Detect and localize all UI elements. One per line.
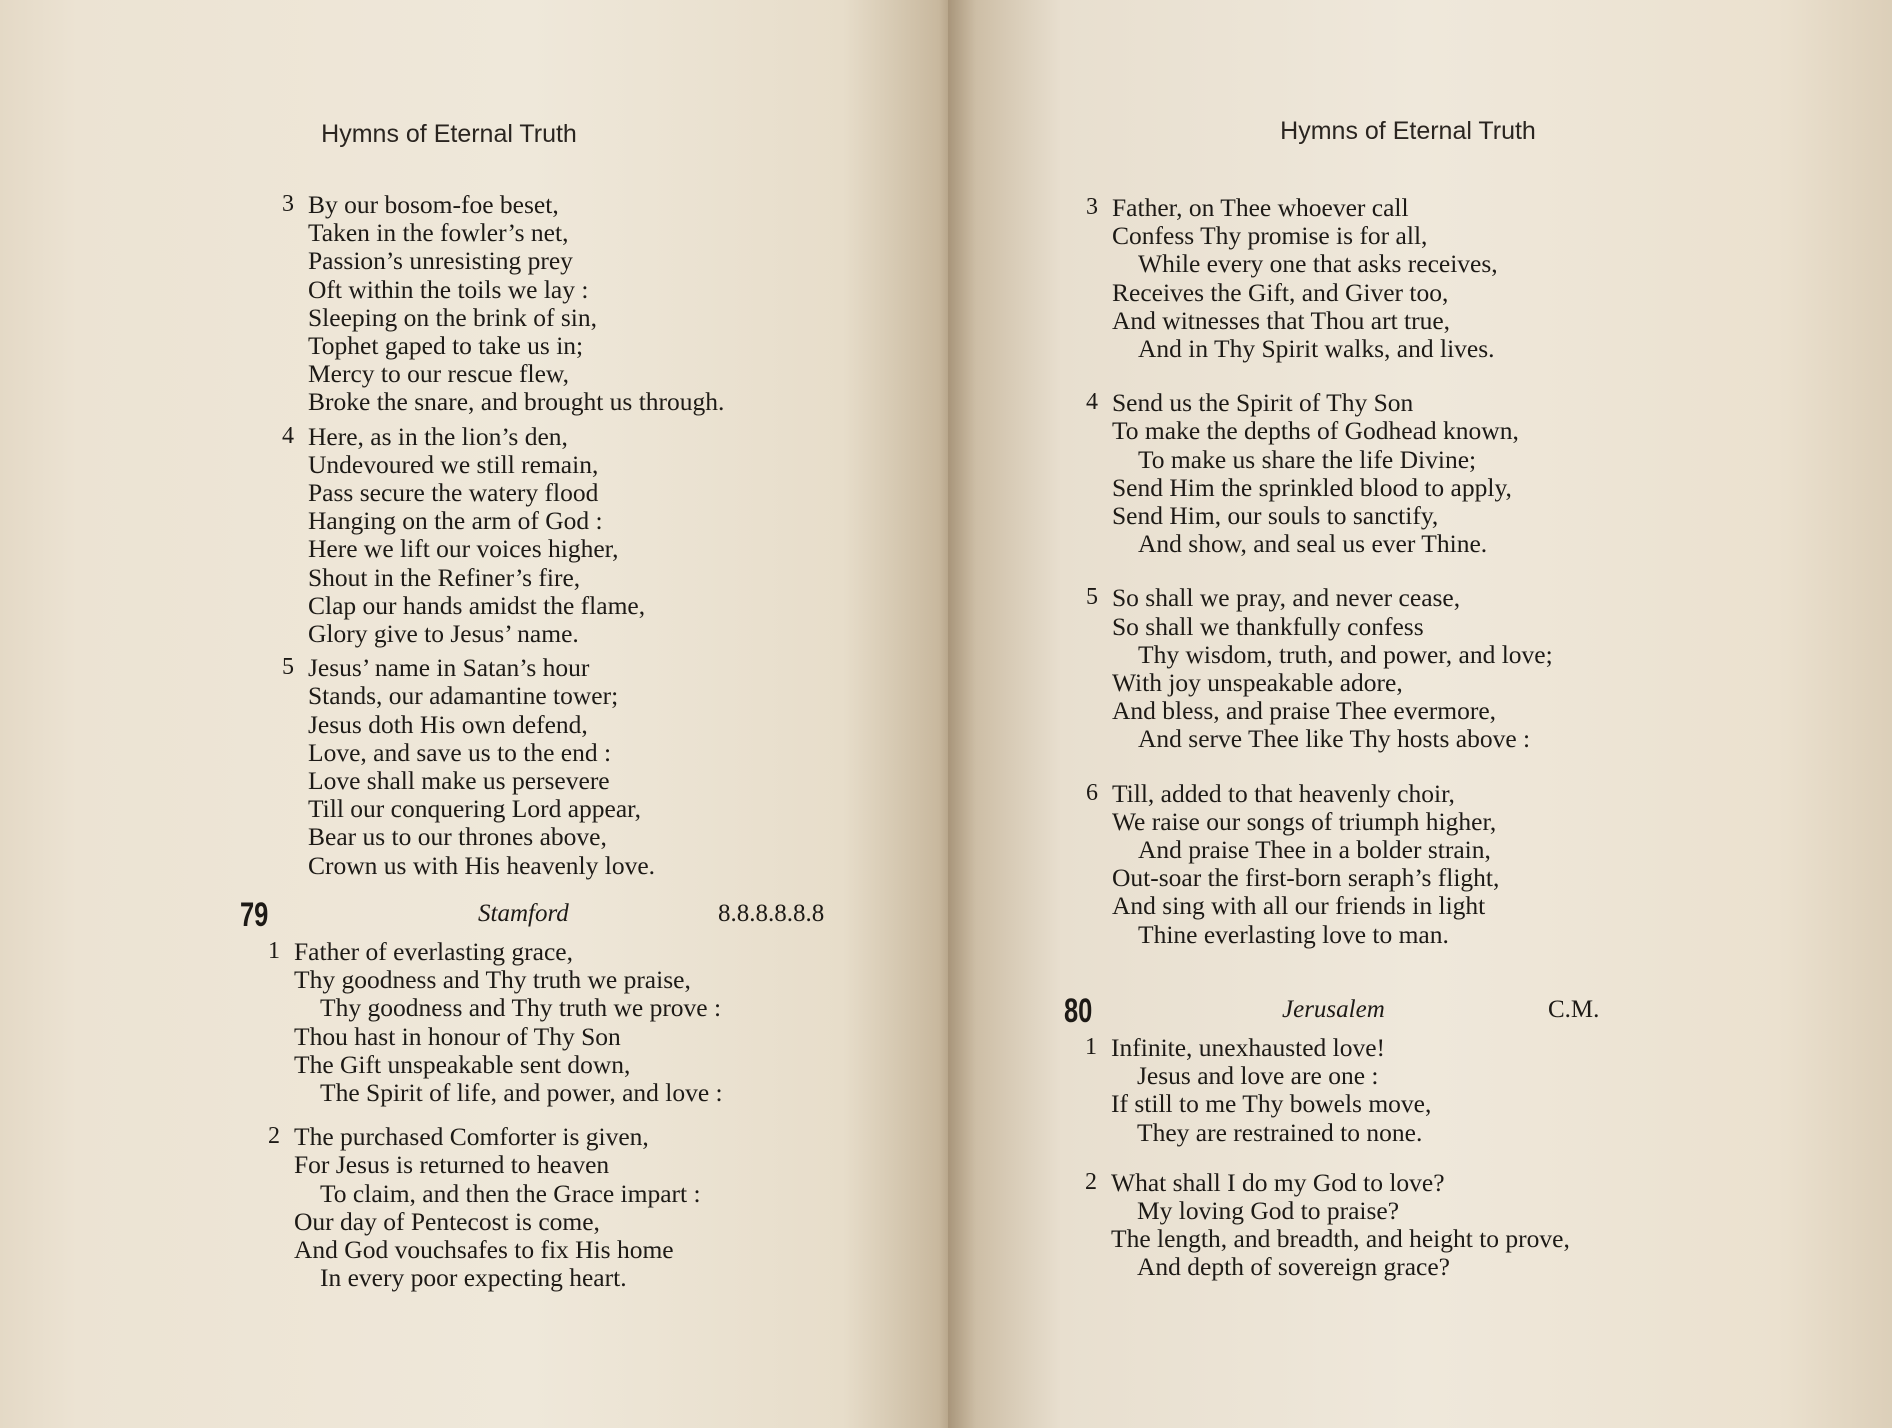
verse-line: And depth of sovereign grace? (1137, 1252, 1450, 1282)
verse-number: 1 (268, 938, 280, 964)
hymn-verses (268, 937, 894, 1293)
verse-line: Sleeping on the brink of sin, (308, 302, 597, 332)
verse-line: And God vouchsafes to fix His home (294, 1235, 674, 1265)
verse-line: Jesus and love are one : (1137, 1061, 1379, 1091)
verse-number: 5 (1086, 584, 1098, 611)
verse-number: 6 (1086, 779, 1098, 806)
verse-number: 5 (282, 654, 294, 681)
verse-line: Till, added to that heavenly choir, (1112, 778, 1455, 808)
verse-number: 2 (268, 1123, 280, 1150)
right-page (948, 0, 1892, 1428)
verse-line: Oft within the toils we lay : (308, 274, 589, 304)
verse-line: By our bosom-foe beset, (308, 190, 559, 219)
verse-2 (268, 1122, 894, 1293)
verse-line: Infinite, unexhausted love! (1111, 1033, 1386, 1062)
verse-line: And bless, and praise Thee evermore, (1112, 696, 1497, 726)
verse-line: Send Him the sprinkled blood to apply, (1112, 472, 1512, 502)
verse-line: With joy unspeakable adore, (1112, 668, 1403, 698)
tune-name: Jerusalem (1282, 996, 1385, 1023)
hymn-number: 79 (240, 896, 269, 934)
meter: 8.8.8.8.8.8 (718, 900, 825, 927)
verse-line: And witnesses that Thou art true, (1112, 305, 1451, 335)
verse-line: We raise our songs of triumph higher, (1112, 806, 1497, 836)
verse-line: So shall we thankfully confess (1112, 611, 1424, 641)
hymn-80 (1064, 992, 1624, 1282)
verse-1 (268, 937, 894, 1108)
verse-line: The Spirit of life, and power, and love : (320, 1078, 723, 1108)
verse-line: Our day of Pentecost is come, (294, 1206, 600, 1236)
verse-line: My loving God to praise? (1137, 1196, 1400, 1226)
verse-line: While every one that asks receives, (1138, 249, 1498, 279)
verse-line: Thy wisdom, truth, and power, and love; (1138, 639, 1553, 669)
verse-5 (1086, 583, 1553, 754)
verse-line: Send us the Spirit of Thy Son (1112, 388, 1414, 418)
hymn-header (1064, 992, 1624, 1034)
verse-line: Till our conquering Lord appear, (308, 794, 642, 824)
verse-2 (1085, 1167, 1671, 1282)
verse-line: Send Him, our souls to sanctify, (1112, 501, 1439, 531)
verse-line: And serve Thee like Thy hosts above : (1138, 724, 1531, 754)
verse-line: Love shall make us persevere (308, 766, 610, 796)
verse-line: Glory give to Jesus’ name. (308, 619, 579, 649)
verse-line: Stands, our adamantine tower; (308, 681, 619, 711)
verse-number: 2 (1085, 1168, 1097, 1195)
verse-line: Bear us to our thrones above, (308, 822, 607, 852)
hymn-header (240, 896, 840, 938)
verse-line: So shall we pray, and never cease, (1112, 583, 1461, 613)
verse-line: Receives the Gift, and Giver too, (1112, 277, 1449, 307)
verse-line: Undevoured we still remain, (308, 449, 599, 479)
verse-line: And praise Thee in a bolder strain, (1138, 835, 1491, 865)
verse-line: Mercy to our rescue flew, (308, 359, 570, 389)
verse-line: The purchased Comforter is given, (294, 1122, 649, 1152)
verse-line: Passion’s unresisting prey (308, 246, 573, 276)
hymn-79 (240, 896, 840, 1293)
verse-line: Father of everlasting grace, (294, 937, 573, 966)
verse-1 (1085, 1033, 1671, 1147)
verse-3 (282, 190, 725, 417)
verse-line: To claim, and then the Grace impart : (320, 1178, 701, 1208)
verse-line: And in Thy Spirit walks, and lives. (1138, 334, 1495, 364)
verse-number: 3 (282, 191, 294, 217)
verse-6 (1086, 778, 1553, 949)
verse-line: Thy goodness and Thy truth we praise, (294, 965, 691, 995)
verse-line: To make us share the life Divine; (1138, 444, 1477, 474)
verse-4 (1086, 388, 1553, 559)
verse-3 (1086, 193, 1553, 364)
verse-line: Thy goodness and Thy truth we prove : (320, 993, 722, 1023)
verse-line: And sing with all our friends in light (1112, 891, 1486, 921)
hymn-number: 80 (1064, 992, 1093, 1030)
verse-line: Father, on Thee whoever call (1112, 193, 1409, 222)
verse-line: Clap our hands amidst the flame, (308, 590, 646, 620)
verse-line: Thine everlasting love to man. (1138, 919, 1449, 949)
verse-number: 4 (1086, 389, 1098, 416)
verse-line: The Gift unspeakable sent down, (294, 1049, 631, 1079)
verse-line: Pass secure the watery flood (308, 478, 599, 508)
continued-verses (282, 190, 725, 880)
verse-number: 3 (1086, 194, 1098, 220)
verse-5 (282, 653, 724, 880)
verse-line: In every poor expecting heart. (320, 1263, 627, 1293)
verse-line: Shout in the Refiner’s fire, (308, 562, 581, 592)
verse-line: Love, and save us to the end : (308, 737, 612, 767)
verse-line: Out-soar the first-born seraph’s flight, (1112, 863, 1500, 893)
running-head: Hymns of Eternal Truth (1280, 117, 1536, 145)
verse-line: Jesus’ name in Satan’s hour (308, 653, 590, 683)
verse-line: Confess Thy promise is for all, (1112, 221, 1428, 251)
verse-line: Jesus doth His own defend, (308, 709, 588, 739)
verse-line: For Jesus is returned to heaven (294, 1150, 610, 1180)
verse-number: 1 (1085, 1034, 1097, 1060)
verse-number: 4 (282, 422, 294, 449)
verse-line: If still to me Thy bowels move, (1111, 1089, 1432, 1119)
meter: C.M. (1548, 996, 1600, 1023)
continued-verses (1086, 193, 1553, 949)
tune-name: Stamford (478, 900, 569, 927)
running-head: Hymns of Eternal Truth (321, 120, 577, 148)
verse-line: Thou hast in honour of Thy Son (294, 1021, 621, 1051)
verse-line: Taken in the fowler’s net, (308, 218, 569, 248)
verse-4 (282, 421, 724, 649)
verse-line: Broke the snare, and brought us through. (308, 387, 725, 417)
verse-line: Hanging on the arm of God : (308, 506, 603, 536)
verse-line: And show, and seal us ever Thine. (1138, 529, 1488, 559)
verse-line: What shall I do my God to love? (1111, 1167, 1445, 1197)
verse-line: Tophet gaped to take us in; (308, 331, 584, 361)
verse-line: Crown us with His heavenly love. (308, 850, 656, 880)
verse-line: Here we lift our voices higher, (308, 534, 619, 564)
verse-line: They are restrained to none. (1137, 1117, 1423, 1147)
verse-line: Here, as in the lion’s den, (308, 421, 568, 451)
verse-line: To make the depths of Godhead known, (1112, 416, 1519, 446)
verse-line: The length, and breadth, and height to prove, (1111, 1224, 1570, 1254)
hymn-verses (1085, 1033, 1671, 1282)
